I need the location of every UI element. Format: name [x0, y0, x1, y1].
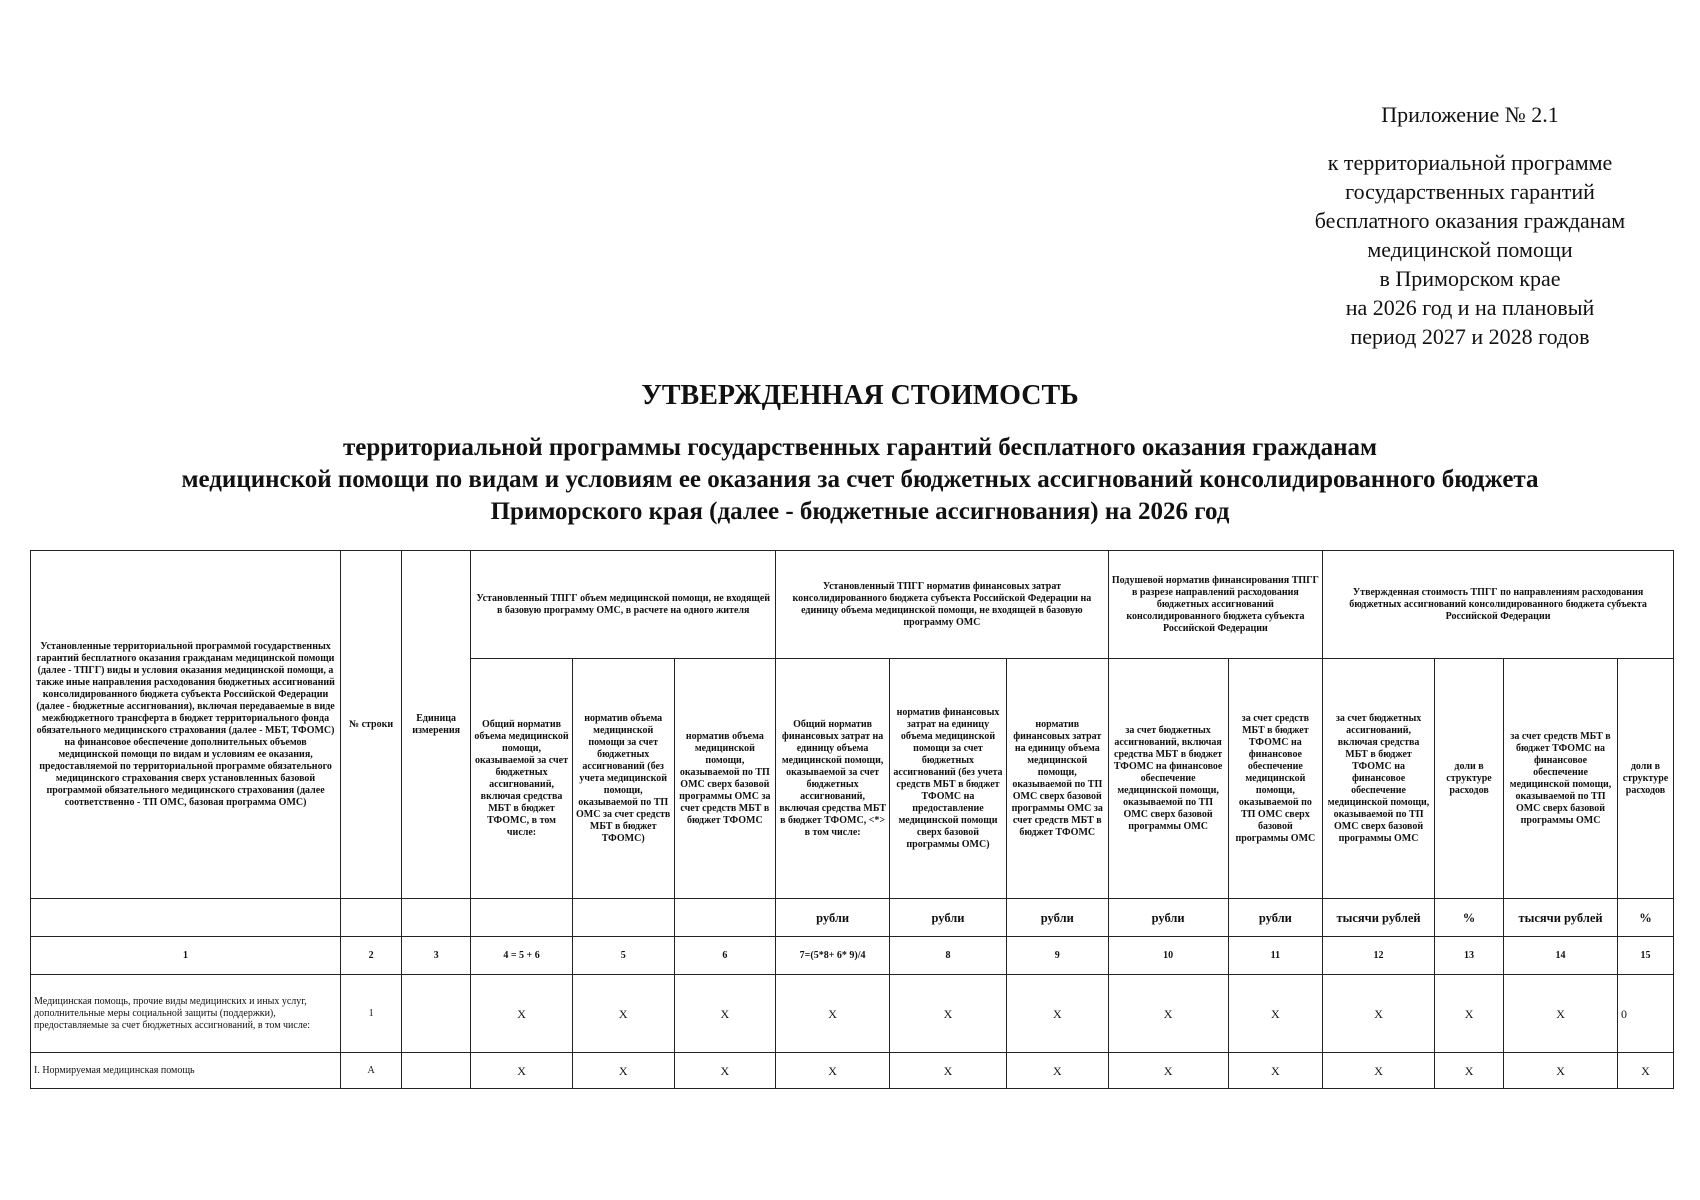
group-header-approved-cost: Утвержденная стоимость ТПГГ по направлениям расходования бюджетных ассигнований консолидированного бюджета субъекта Российской Федерации [1323, 551, 1674, 659]
unit-cell: рубли [1228, 899, 1323, 937]
header-kinds-of-care: Установленные территориальной программой государственных гарантий бесплатного оказания гражданам медицинской помощи (далее - ТПГГ) виды и условия оказания медицинской помощи, а также иные направления расходования бюджетных ассигнований консолидированного бюджета субъекта Российской Федерации (далее - бюджетные ассигнования), включая передаваемые в виде межбюджетного трансферта в бюджет территориального фонда обязательного медицинского страхования (далее - МБТ, ТФОМС) на финансовое обеспечение дополнительных объемов медицинской помощи по видам и условиям ее оказания, предоставляемой по территориальной программе обязательного медицинского страхования сверх установленных базовой программой обязательного медицинского страхования (далее соответственно - ТП ОМС, базовая программа ОМС) [31, 551, 341, 899]
column-number: 4 = 5 + 6 [471, 937, 573, 975]
table-cell: X [890, 1053, 1007, 1089]
column-number: 10 [1108, 937, 1228, 975]
column-number: 11 [1228, 937, 1323, 975]
unit-cell: рубли [890, 899, 1007, 937]
appendix-line: на 2026 год и на плановый [1345, 295, 1595, 320]
header-unit: Единица измерения [402, 551, 471, 899]
subtitle-line: территориальной программы государственных гарантий бесплатного оказания гражданам [342, 434, 1378, 461]
column-number: 2 [341, 937, 402, 975]
table-cell: X [572, 1053, 674, 1089]
column-number: 3 [402, 937, 471, 975]
subheader: норматив объема медицинской помощи, оказываемой по ТП ОМС сверх базовой программы ОМС за счет средств МБТ в бюджет ТФОМС [674, 659, 776, 899]
table-cell: X [776, 1053, 890, 1089]
appendix-block [1270, 100, 1670, 351]
table-cell: X [1434, 1053, 1503, 1089]
table-cell: X [674, 1053, 776, 1089]
appendix-line: к территориальной программе [1327, 150, 1613, 175]
subheader: Общий норматив объема медицинской помощи, оказываемой за счет бюджетных ассигнований, включая средства МБТ в бюджет ТФОМС, в том числе: [471, 659, 573, 899]
table-cell: X [471, 975, 573, 1053]
row-name: I. Нормируемая медицинская помощь [31, 1053, 341, 1089]
appendix-line: период 2027 и 2028 годов [1350, 324, 1590, 349]
header-line-number: № строки [341, 551, 402, 899]
row-line-number: 1 [341, 975, 402, 1053]
row-line-number: А [341, 1053, 402, 1089]
column-number: 1 [31, 937, 341, 975]
column-number: 5 [572, 937, 674, 975]
subheader: за счет средств МБТ в бюджет ТФОМС на финансовое обеспечение медицинской помощи, оказываемой по ТП ОМС сверх базовой программы ОМС [1228, 659, 1323, 899]
appendix-line: в Приморском крае [1379, 266, 1561, 291]
appendix-line: бесплатного оказания гражданам [1314, 208, 1626, 233]
unit-cell [341, 899, 402, 937]
subheader: за счет бюджетных ассигнований, включая средства МБТ в бюджет ТФОМС на финансовое обеспечение медицинской помощи, оказываемой по ТП ОМС сверх базовой программы ОМС [1108, 659, 1228, 899]
column-numbers-row [31, 937, 1674, 975]
subheader: норматив объема медицинской помощи за счет бюджетных ассигнований (без учета медицинской помощи, оказываемой по ТП ОМС за счет средств МБТ в бюджет ТФОМС) [572, 659, 674, 899]
table-cell: X [1006, 975, 1108, 1053]
group-header-volume: Установленный ТПГГ объем медицинской помощи, не входящей в базовую программу ОМС, в расчете на одного жителя [471, 551, 776, 659]
appendix-line: медицинской помощи [1367, 237, 1573, 262]
subheader: доли в структуре расходов [1434, 659, 1503, 899]
column-number: 6 [674, 937, 776, 975]
row-name: Медицинская помощь, прочие виды медицинских и иных услуг, дополнительные меры социальной защиты (поддержки), предоставляемые за счет бюджетных ассигнований, в том числе: [31, 975, 341, 1053]
subheader: Общий норматив финансовых затрат на единицу объема медицинской помощи, оказываемой за счет бюджетных ассигнований, включая средства МБТ в бюджет ТФОМС, <*> в том числе: [776, 659, 890, 899]
table-cell: X [1108, 975, 1228, 1053]
column-number: 13 [1434, 937, 1503, 975]
unit-cell: % [1617, 899, 1673, 937]
table-cell: 0 [1617, 975, 1673, 1053]
subheader: за счет бюджетных ассигнований, включая средства МБТ в бюджет ТФОМС на финансовое обеспечение медицинской помощи, оказываемой по ТП ОМС сверх базовой программы ОМС [1323, 659, 1435, 899]
units-row [31, 899, 1674, 937]
subheader: норматив финансовых затрат на единицу объема медицинской помощи, оказываемой по ТП ОМС сверх базовой программы ОМС за счет средств МБТ в бюджет ТФОМС [1006, 659, 1108, 899]
subheader: за счет средств МБТ в бюджет ТФОМС на финансовое обеспечение медицинской помощи, оказываемой по ТП ОМС сверх базовой программы ОМС [1504, 659, 1618, 899]
unit-cell: рубли [1108, 899, 1228, 937]
table-cell: X [1323, 975, 1435, 1053]
table-cell: X [1504, 1053, 1618, 1089]
table-cell: X [572, 975, 674, 1053]
unit-cell: % [1434, 899, 1503, 937]
column-number: 7=(5*8+ 6* 9)/4 [776, 937, 890, 975]
unit-cell: рубли [776, 899, 890, 937]
subheader: доли в структуре расходов [1617, 659, 1673, 899]
table-cell: X [1323, 1053, 1435, 1089]
header-row-groups [31, 551, 1674, 659]
unit-cell [471, 899, 573, 937]
column-number: 9 [1006, 937, 1108, 975]
table-cell: X [1504, 975, 1618, 1053]
column-number: 15 [1617, 937, 1673, 975]
document-title: УТВЕРЖДЕННАЯ СТОИМОСТЬ [641, 380, 1079, 411]
group-header-per-capita: Подушевой норматив финансирования ТПГГ в разрезе направлений расходования бюджетных ассигнований консолидированного бюджета субъекта Российской Федерации [1108, 551, 1323, 659]
unit-cell [402, 899, 471, 937]
table-cell: X [1228, 1053, 1323, 1089]
unit-cell: тысячи рублей [1504, 899, 1618, 937]
table-row [31, 975, 1674, 1053]
table-cell: X [1006, 1053, 1108, 1089]
unit-cell: рубли [1006, 899, 1108, 937]
table-row [31, 1053, 1674, 1089]
unit-cell: тысячи рублей [1323, 899, 1435, 937]
column-number: 8 [890, 937, 1007, 975]
row-unit [402, 1053, 471, 1089]
unit-cell [31, 899, 341, 937]
table-cell: X [890, 975, 1007, 1053]
table-cell: X [674, 975, 776, 1053]
column-number: 12 [1323, 937, 1435, 975]
document-subtitle [30, 432, 1690, 528]
table-cell: X [471, 1053, 573, 1089]
table-cell: X [776, 975, 890, 1053]
subtitle-line: Приморского края (далее - бюджетные ассигнования) на 2026 год [490, 498, 1230, 525]
appendix-line: государственных гарантий [1345, 179, 1595, 204]
table-cell: X [1228, 975, 1323, 1053]
subheader: норматив финансовых затрат на единицу объема медицинской помощи за счет бюджетных ассигнований (без учета средств МБТ в бюджет ТФОМС на предоставление медицинской помощи сверх базовой программы ОМС) [890, 659, 1007, 899]
unit-cell [674, 899, 776, 937]
row-unit [402, 975, 471, 1053]
cost-table [30, 550, 1674, 1089]
table-cell: X [1108, 1053, 1228, 1089]
column-number: 14 [1504, 937, 1618, 975]
appendix-number: Приложение № 2.1 [1381, 102, 1559, 127]
subtitle-line: медицинской помощи по видам и условиям ее оказания за счет бюджетных ассигнований консолидированного бюджета [181, 466, 1539, 493]
table-cell: X [1434, 975, 1503, 1053]
group-header-cost-norm: Установленный ТПГГ норматив финансовых затрат консолидированного бюджета субъекта Российской Федерации на единицу объема медицинской помощи, не входящей в базовую программу ОМС [776, 551, 1108, 659]
table-cell: X [1617, 1053, 1673, 1089]
unit-cell [572, 899, 674, 937]
